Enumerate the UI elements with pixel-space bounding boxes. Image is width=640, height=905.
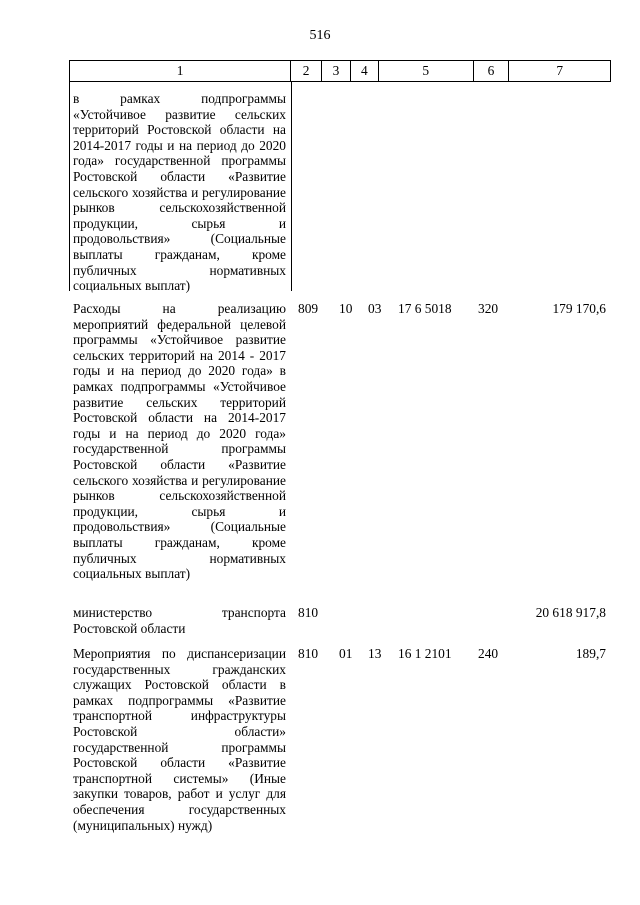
header-col-7: 7: [556, 63, 564, 78]
cell-expense-type: 320: [478, 301, 499, 316]
cell-ministry-code: 810: [298, 605, 319, 620]
cell-amount: 179 170,6: [552, 301, 606, 316]
header-col-6: 6: [474, 61, 510, 81]
cell-amount: 189,7: [575, 646, 606, 661]
header-col-5: 5: [379, 61, 474, 81]
cell-subsection: 03: [368, 301, 382, 316]
header-col-2: 2: [291, 61, 322, 81]
table-grid-line: [291, 82, 292, 291]
table-row-description: Мероприятия по диспансеризации государственных гражданских служащих Ростовской области в рамках подпрограммы «Развитие транспортной инфраструктуры Ростовской области» государственной программы Ростовской области «Развитие транспортной системы» (Иные закупки товаров, работ и услуг для обеспечения государственных (муниципальных) нужд): [73, 646, 286, 833]
table-grid-line: [69, 82, 70, 291]
cell-section: 10: [339, 301, 353, 316]
cell-ministry-code: 809: [298, 301, 319, 316]
cell-target-article: 16 1 2101: [398, 646, 452, 661]
cell-section: 01: [339, 646, 353, 661]
table-row-description: министерство транспорта Ростовской области: [73, 605, 286, 636]
cell-ministry-code: 810: [298, 646, 319, 661]
cell-expense-type: 240: [478, 646, 499, 661]
cell-amount: 20 618 917,8: [535, 605, 606, 620]
header-col-3: 3: [322, 61, 351, 81]
page-number: 516: [309, 28, 331, 43]
table-header-row: [69, 60, 611, 82]
cell-subsection: 13: [368, 646, 382, 661]
header-col-4: 4: [351, 61, 379, 81]
table-row-description: Расходы на реализацию мероприятий федеральной целевой программы «Устойчивое развитие сельских территорий на 2014 - 2017 годы и на период до 2020 года» в рамках подпрограммы «Устойчивое развитие сельских территорий Ростовской области на 2014-2017 годы и на период до 2020 года» государственной программы Ростовской области «Развитие сельского хозяйства и регулирование рынков сельскохозяйственной продукции, сырья и продовольствия» (Социальные выплаты гражданам, кроме публичных нормативных социальных выплат): [73, 301, 286, 582]
cell-target-article: 17 6 5018: [398, 301, 452, 316]
table-row-description: в рамках подпрограммы «Устойчивое развитие сельских территорий Ростовской области на 2014-2017 годы и на период до 2020 года» государственной программы Ростовской области «Развитие сельского хозяйства и регулирование рынков сельскохозяйственной продукции, сырья и продовольствия» (Социальные выплаты гражданам, кроме публичных нормативных социальных выплат): [73, 91, 286, 294]
header-col-1: 1: [70, 61, 291, 81]
